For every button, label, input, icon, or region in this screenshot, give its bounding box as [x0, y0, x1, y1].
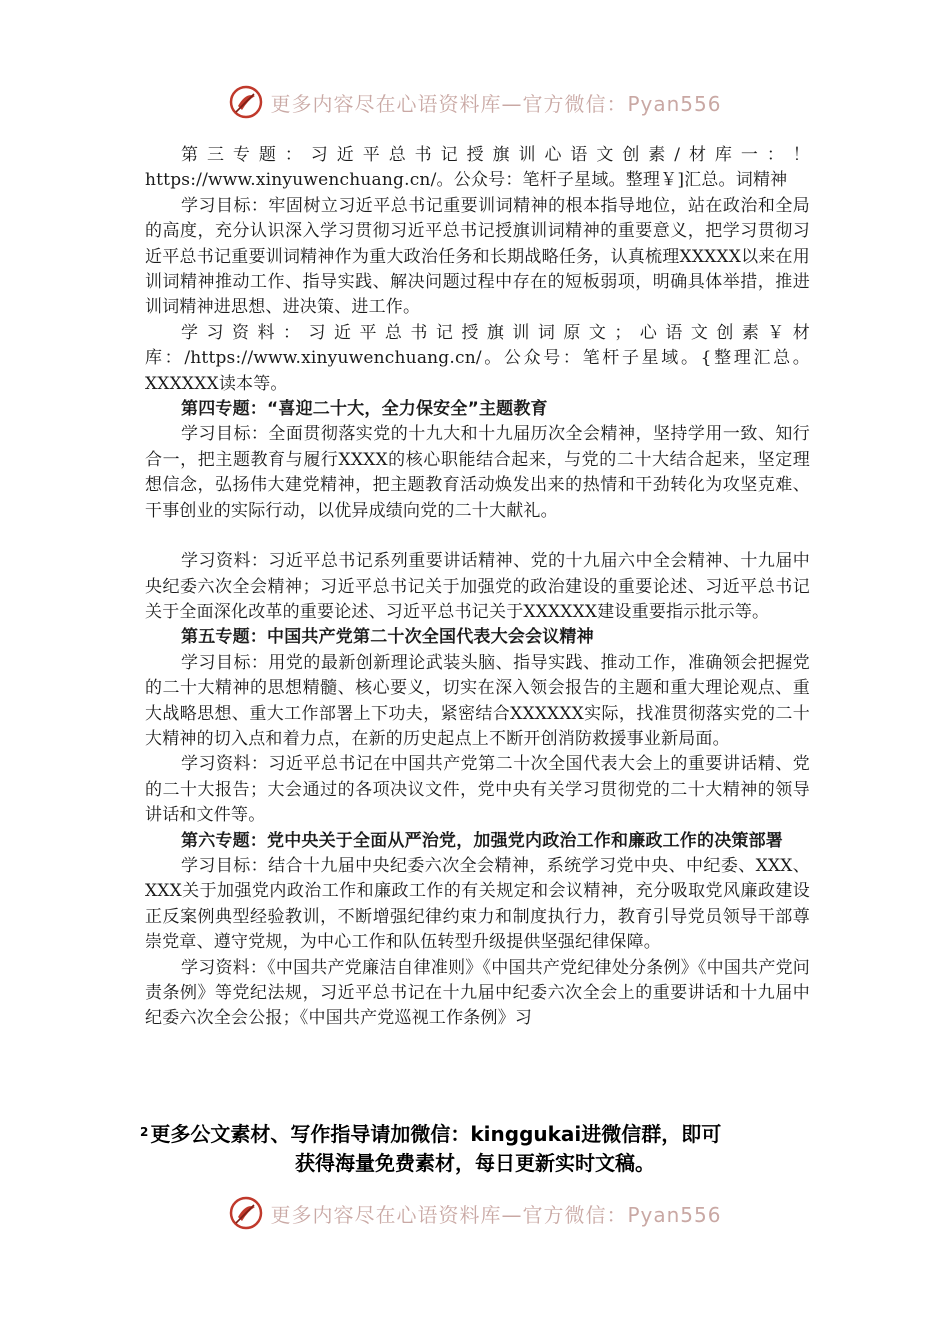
footer-banner-text: 更多内容尽在心语资料库—官方微信：Pyan556 — [270, 1202, 722, 1227]
paragraph-topic4-goal: 学习目标：全面贯彻落实党的十九大和十九届历次全会精神，坚持学用一致、知行合一，把主题教育与履行XXXX的核心职能结合起来，与党的二十大结合起来，坚定理想信念，弘扬伟大建党精神，把主题教育活动焕发出来的热情和干劲转化为攻坚克难、干事创业的实际行动，以优异成绩向党的二十大献礼。 — [145, 424, 810, 521]
brand-logo-icon — [228, 84, 264, 120]
promo-line-1: 更多公文素材、写作指导请加微信：kinggukai进微信群，即可 — [150, 1122, 722, 1146]
heading-topic6: 第六专题：党中央关于全面从严治党，加强党内政治工作和廉政工作的决策部署 — [181, 830, 783, 851]
header-banner — [0, 82, 950, 122]
header-banner-text: 更多内容尽在心语资料库—官方微信：Pyan556 — [270, 91, 722, 116]
paragraph-topic5-materials: 学习资料：习近平总书记在中国共产党第二十次全国代表大会上的重要讲话精、党的二十大报告；大会通过的各项决议文件，党中央有关学习贯彻党的二十大精神的领导讲话和文件等。 — [145, 754, 810, 826]
footer-promo — [140, 1120, 810, 1178]
footer-banner — [0, 1193, 950, 1233]
document-body — [145, 143, 810, 1032]
brand-logo-icon — [228, 1195, 264, 1231]
heading-topic4: 第四专题：“喜迎二十大，全力保安全”主题教育 — [181, 399, 548, 420]
paragraph-topic3-title: 第三专题：习近平总书记授旗训心语文创素/材库一：！https://www.xinyuwenchuang.cn/。公众号：笔杆子星域。整理￥]汇总。词精神 — [145, 145, 810, 191]
paragraph-topic5-goal: 学习目标：用党的最新创新理论武装头脑、指导实践、推动工作，准确领会把握党的二十大精神的思想精髓、核心要义，切实在深入领会报告的主题和重大理论观点、重大战略思想、重大工作部署上下功夫，紧密结合XXXXXX实际，找准贯彻落实党的二十大精神的切入点和着力点，在新的历史起点上不断开创消防救援事业新局面。 — [145, 652, 810, 749]
paragraph-topic4-materials: 学习资料：习近平总书记系列重要讲话精神、党的十九届六中全会精神、十九届中央纪委六次全会精神；习近平总书记关于加强党的政治建设的重要论述、习近平总书记关于全面深化改革的重要论述、习近平总书记关于XXXXXX建设重要指示批示等。 — [145, 551, 810, 622]
paragraph-topic6-materials: 学习资料：《中国共产党廉洁自律准则》《中国共产党纪律处分条例》《中国共产党问责条例》等党纪法规，习近平总书记在十九届中纪委六次全会上的重要讲话和十九届中纪委六次全会公报；《中国共产党巡视工作条例》习 — [145, 957, 810, 1029]
paragraph-topic6-goal: 学习目标：结合十九届中央纪委六次全会精神，系统学习党中央、中纪委、XXX、XXX关于加强党内政治工作和廉政工作的有关规定和会议精神，充分吸取党风廉政建设正反案例典型经验教训，不断增强纪律约束力和制度执行力，教育引导党员领导干部尊崇党章、遵守党规，为中心工作和队伍转型升级提供坚强纪律保障。 — [145, 855, 810, 953]
heading-topic5: 第五专题：中国共产党第二十次全国代表大会会议精神 — [181, 627, 594, 648]
paragraph-topic3-materials: 学习资料：习近平总书记授旗训词原文；心语文创素￥材库：/https://www.xinyuwenchuang.cn/。公众号：笔杆子星域。{整理汇总。XXXXXX读本等。 — [145, 322, 810, 394]
paragraph-topic3-goal: 学习目标：牢固树立习近平总书记重要训词精神的根本指导地位，站在政治和全局的高度，充分认识深入学习贯彻习近平总书记授旗训词精神的重要意义，把学习贯彻习近平总书记重要训词精神作为重大政治任务和长期战略任务，认真梳理XXXXX以来在用训词精神推动工作、指导实践、解决问题过程中存在的短板弱项，明确具体举措，推进训词精神进思想、进决策、进工作。 — [145, 195, 810, 318]
promo-line-2: 获得海量免费素材，每日更新实时文稿。 — [295, 1151, 655, 1175]
page-number: 2 — [140, 1125, 149, 1139]
